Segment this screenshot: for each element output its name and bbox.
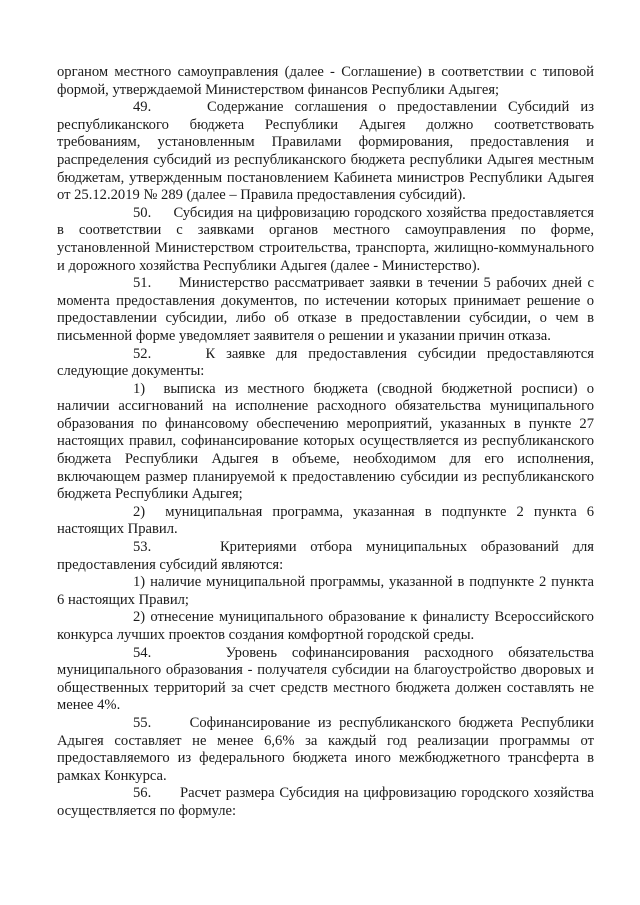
paragraph-text: Субсидия на цифровизацию городского хозяйства предоставляется в соответствии с заявками органов местного самоуправления по форме, установленной Министерством строительства, транспорта, жилищно-коммунального и дорожного хозяйства Республики Адыгея (далее - Министерство). (57, 204, 594, 274)
paragraph-text: органом местного самоуправления (далее - Соглашение) в соответствии с типовой формой, утверждаемой Министерством финансов Республики Адыгея; (57, 64, 594, 98)
list-item-number: 1) (133, 380, 146, 397)
document-page (57, 64, 594, 821)
paragraph-number: 55. (133, 714, 152, 731)
paragraph-number: 56. (133, 785, 152, 802)
paragraph-52-item-1 (57, 381, 594, 504)
paragraph-number: 53. (133, 539, 152, 556)
paragraph-text: отнесение муниципального образование к финалисту Всероссийского конкурса лучших проектов создания комфортной городской среды. (57, 609, 594, 643)
paragraph-53-item-2 (57, 609, 594, 644)
paragraph-51 (57, 275, 594, 345)
paragraph-49 (57, 99, 594, 205)
paragraph-text: Софинансирование из республиканского бюджета Республики Адыгея составляет не менее 6,6% за каждый год реализации программы от предоставляемого из федерального бюджета иного межбюджетного трансферта в рамках Конкурса. (57, 714, 594, 784)
paragraph-text: муниципальная программа, указанная в подпункте 2 пункта 6 настоящих Правил. (57, 503, 595, 538)
list-item-number: 1) (133, 574, 146, 591)
paragraph-number: 49. (133, 99, 152, 116)
paragraph-number: 54. (133, 644, 152, 661)
paragraph-text: Уровень софинансирования расходного обязательства муниципального образования - получателя субсидии на благоустройство дворовых и общественных территорий за счет средств местного бюджета должен составлять не менее 4%. (57, 644, 594, 714)
paragraph-number: 52. (133, 345, 152, 362)
paragraph-53 (57, 539, 594, 574)
paragraph-intro (57, 64, 594, 99)
paragraph-text: Критериями отбора муниципальных образований для предоставления субсидий являются: (57, 539, 594, 573)
paragraph-53-item-1 (57, 574, 594, 609)
paragraph-text: выписка из местного бюджета (сводной бюджетной росписи) о наличии ассигнований на исполнение расходного обязательства муниципального образования по финансовому обеспечению мероприятий, указанных в пункте 27 настоящих правил, софинансирование которых осуществляется из республиканского бюджета Республики Адыгея в объеме, необходимом для его исполнения, включающем размер планируемой к предоставлению субсидии из республиканского бюджета Республики Адыгея; (57, 380, 594, 503)
paragraph-56 (57, 785, 594, 820)
paragraph-text: К заявке для предоставления субсидии предоставляются следующие документы: (57, 345, 594, 380)
paragraph-50 (57, 205, 594, 275)
paragraph-55 (57, 715, 594, 785)
paragraph-text: Расчет размера Субсидия на цифровизацию городского хозяйства осуществляется по формуле: (57, 785, 595, 819)
paragraph-text: Министерство рассматривает заявки в течении 5 рабочих дней с момента предоставления документов, по истечении которых принимает решение о предоставлении субсидии, либо об отказе в предоставлении субсидии, о чем в письменной форме уведомляет заявителя о решении и указании причин отказа. (57, 275, 595, 344)
paragraph-number: 51. (133, 275, 152, 292)
paragraph-number: 50. (133, 204, 152, 221)
paragraph-54 (57, 645, 594, 715)
paragraph-52-item-2 (57, 504, 594, 539)
list-item-number: 2) (133, 503, 146, 520)
list-item-number: 2) (133, 609, 146, 626)
paragraph-text: наличие муниципальной программы, указанной в подпункте 2 пункта 6 настоящих Правил; (57, 574, 594, 608)
paragraph-text: Содержание соглашения о предоставлении Субсидий из республиканского бюджета Республики Адыгея должно соответствовать требованиям, установленным Правилами формирования, предоставления и распределения субсидий из республиканского бюджета республики Адыгея местным бюджетам, утвержденным постановлением Кабинета министров Республики Адыгея от 25.12.2019 № 289 (далее – Правила предоставления субсидий). (57, 99, 594, 204)
paragraph-52 (57, 346, 594, 381)
